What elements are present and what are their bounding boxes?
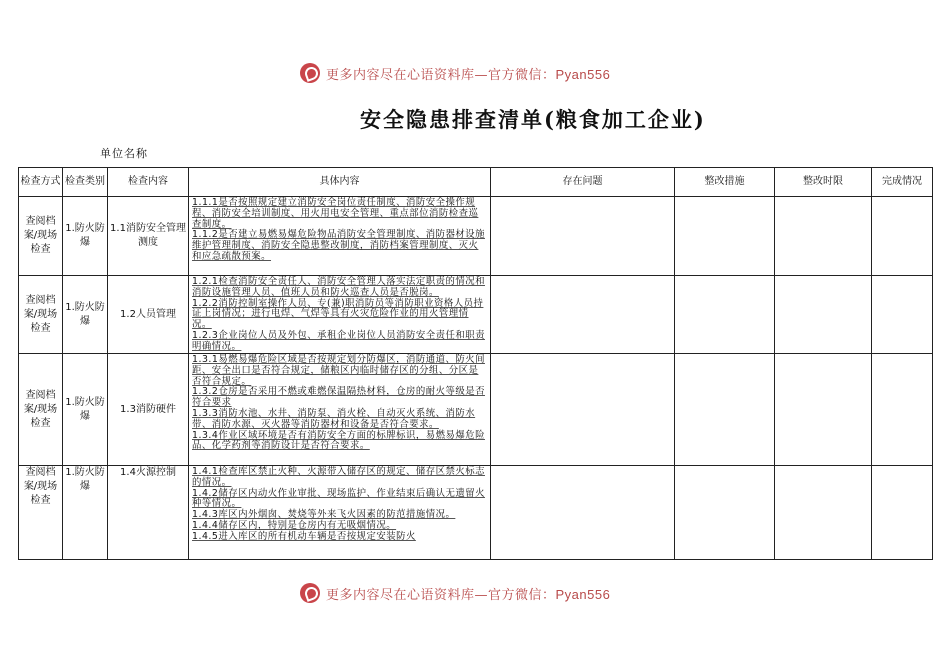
details-cell — [189, 466, 491, 560]
method-cell: 查阅档案/现场检查 — [19, 197, 63, 276]
category-cell: 1.防火防爆 — [63, 197, 108, 276]
detail-text: 1.3.4作业区域环境是否有消防安全方面的标牌标识，易燃易爆危险品、化学药剂等消防设计是否符合要求。 — [192, 429, 485, 452]
watermark-text: 更多内容尽在心语资料库—官方微信：Pyan556 — [326, 586, 611, 603]
status-cell — [872, 276, 933, 354]
detail-text: 1.4.3库区内外烟囱、焚烧等外来飞火因素的防范措施情况。 — [192, 509, 456, 521]
method-cell: 查阅档案/现场检查 — [19, 276, 63, 354]
detail-text: 1.3.1易燃易爆危险区域是否按规定划分防爆区，消防通道、防火间距、安全出口是否符合规定，储粮区内临时储存区的分组、分区是否符合规定。 — [192, 354, 485, 387]
col-header-measures: 整改措施 — [675, 168, 775, 197]
issues-cell — [491, 354, 675, 466]
col-header-details: 具体内容 — [189, 168, 491, 197]
measures-cell — [675, 197, 775, 276]
issues-cell — [491, 466, 675, 560]
detail-text: 1.1.1是否按照规定建立消防安全岗位责任制度、消防安全操作规程、消防安全培训制度、用火用电安全管理、重点部位消防检查巡查制度。 — [192, 197, 479, 230]
issues-cell — [491, 197, 675, 276]
status-cell — [872, 197, 933, 276]
measures-cell — [675, 466, 775, 560]
watermark-text: 更多内容尽在心语资料库—官方微信：Pyan556 — [326, 66, 611, 83]
heart-logo-icon — [300, 583, 320, 603]
issues-cell — [491, 276, 675, 354]
table-row — [19, 276, 933, 354]
method-cell: 查阅档案/现场检查 — [19, 466, 63, 560]
watermark-bottom — [300, 582, 610, 604]
item-cell: 1.1消防安全管理测度 — [108, 197, 189, 276]
col-header-deadline: 整改时限 — [775, 168, 872, 197]
measures-cell — [675, 276, 775, 354]
col-header-method: 检查方式 — [19, 168, 63, 197]
deadline-cell — [775, 466, 872, 560]
method-cell: 查阅档案/现场检查 — [19, 354, 63, 466]
details-cell — [189, 276, 491, 354]
col-header-issues: 存在问题 — [491, 168, 675, 197]
detail-text: 1.2.3企业岗位人员及外包、承租企业岗位人员消防安全责任和职责明确情况。 — [192, 329, 485, 352]
col-header-status: 完成情况 — [872, 168, 933, 197]
header-row — [19, 168, 933, 197]
detail-text: 1.4.1检查库区禁止火种、火源带入储存区的规定、储存区禁火标志的情况。 — [192, 466, 485, 488]
status-cell — [872, 354, 933, 466]
detail-text: 1.4.2储存区内动火作业审批、现场监护、作业结束后确认无遗留火种等情况。 — [192, 487, 485, 510]
status-cell — [872, 466, 933, 560]
detail-text: 1.3.3消防水池、水井、消防泵、消火栓、自动灭火系统、消防水带、消防水源、灭火器等消防器材和设备是否符合要求。 — [192, 407, 476, 430]
col-header-item: 检查内容 — [108, 168, 189, 197]
deadline-cell — [775, 197, 872, 276]
checklist-table — [18, 167, 933, 560]
table-row — [19, 197, 933, 276]
table-row — [19, 354, 933, 466]
detail-text: 1.3.2仓房是否采用不燃或难燃保温隔热材料，仓房的耐火等级是否符合要求 — [192, 386, 485, 409]
category-cell: 1.防火防爆 — [63, 354, 108, 466]
details-cell — [189, 354, 491, 466]
detail-text: 1.2.2消防控制室操作人员、专(兼)职消防员等消防职业资格人员持证上岗情况；进行电焊、气焊等具有火灾危险作业的用火管理情况。 — [192, 297, 484, 331]
table-row — [19, 466, 933, 560]
detail-text: 1.2.1检查消防安全责任人、消防安全管理人落实法定职责的情况和消防设施管理人员、值班人员和防火巡查人员是否脱岗。 — [192, 276, 485, 298]
item-cell: 1.4火源控制 — [108, 466, 189, 560]
page-title: 安全隐患排查清单(粮食加工企业) — [360, 107, 706, 132]
details-cell — [189, 197, 491, 276]
measures-cell — [675, 354, 775, 466]
detail-text: 1.4.4储存区内，特别是仓房内有无吸烟情况。 — [192, 519, 397, 531]
detail-text: 1.4.5进入库区的所有机动车辆是否按规定安装防火 — [192, 530, 416, 542]
category-cell: 1.防火防爆 — [63, 466, 108, 560]
deadline-cell — [775, 354, 872, 466]
watermark-top — [300, 62, 610, 84]
col-header-category: 检查类别 — [63, 168, 108, 197]
detail-text: 1.1.2是否建立易燃易爆危险物品消防安全管理制度、消防器材设施维护管理制度、消防安全隐患整改制度，消防档案管理制度、灭火和应急疏散预案。 — [192, 229, 485, 262]
item-cell: 1.3消防硬件 — [108, 354, 189, 466]
item-cell: 1.2人员管理 — [108, 276, 189, 354]
heart-logo-icon — [300, 63, 320, 83]
deadline-cell — [775, 276, 872, 354]
unit-name-label: 单位名称 — [100, 147, 148, 160]
category-cell: 1.防火防爆 — [63, 276, 108, 354]
